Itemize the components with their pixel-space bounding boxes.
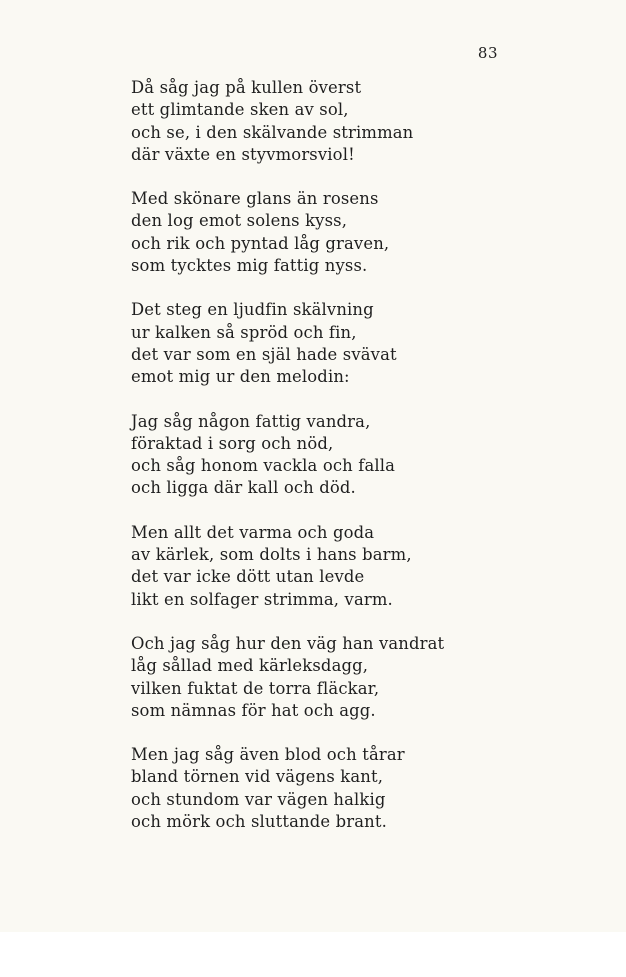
poem-line: och se, i den skälvande strimman bbox=[131, 122, 414, 142]
poem-line: Men jag såg även blod och tårar bbox=[131, 745, 405, 765]
poem-line: det var icke dött utan levde bbox=[131, 567, 365, 587]
poem-line: vilken fuktat de torra fläckar, bbox=[131, 678, 380, 698]
poem-line: likt en solfager strimma, varm. bbox=[131, 589, 393, 609]
poem-line: det var som en själ hade svävat bbox=[131, 344, 397, 364]
poem-line: Det steg en ljudfin skälvning bbox=[131, 300, 374, 320]
poem-line: den log emot solens kyss, bbox=[131, 211, 348, 231]
stanza-6 bbox=[131, 633, 601, 722]
poem-line: och rik och pyntad låg graven, bbox=[131, 233, 390, 253]
stanza-2 bbox=[131, 188, 601, 277]
poem-line: och stundom var vägen halkig bbox=[131, 789, 386, 809]
stanza-7 bbox=[131, 744, 601, 833]
stanza-1 bbox=[131, 77, 601, 166]
stanza-5 bbox=[131, 522, 601, 611]
poem-line: låg sållad med kärleksdagg, bbox=[131, 656, 369, 676]
poem-line: Jag såg någon fattig vandra, bbox=[131, 411, 371, 431]
poem-line: Då såg jag på kullen överst bbox=[131, 78, 362, 97]
poem-line: där växte en styvmorsviol! bbox=[131, 144, 355, 164]
poem-line: föraktad i sorg och nöd, bbox=[131, 433, 334, 453]
poem-line: Men allt det varma och goda bbox=[131, 522, 375, 542]
poem-line: ur kalken så spröd och fin, bbox=[131, 322, 357, 342]
poem-line: emot mig ur den melodin: bbox=[131, 367, 350, 387]
poem-line: bland törnen vid vägens kant, bbox=[131, 767, 384, 787]
stanza-3 bbox=[131, 299, 601, 388]
poem-line: och ligga där kall och död. bbox=[131, 478, 356, 498]
poem-line: av kärlek, som dolts i hans barm, bbox=[131, 545, 412, 565]
poem-line: Med skönare glans än rosens bbox=[131, 189, 379, 209]
poem-line: Och jag såg hur den väg han vandrat bbox=[131, 633, 445, 653]
poem bbox=[131, 77, 601, 855]
poem-line: och såg honom vackla och falla bbox=[131, 456, 396, 476]
poem-line: som nämnas för hat och agg. bbox=[131, 700, 376, 720]
page-number: 83 bbox=[477, 44, 498, 62]
poem-line: ett glimtande sken av sol, bbox=[131, 100, 349, 120]
stanza-4 bbox=[131, 411, 601, 500]
poem-line: som tycktes mig fattig nyss. bbox=[131, 256, 368, 276]
poem-line: och mörk och sluttande brant. bbox=[131, 812, 387, 832]
